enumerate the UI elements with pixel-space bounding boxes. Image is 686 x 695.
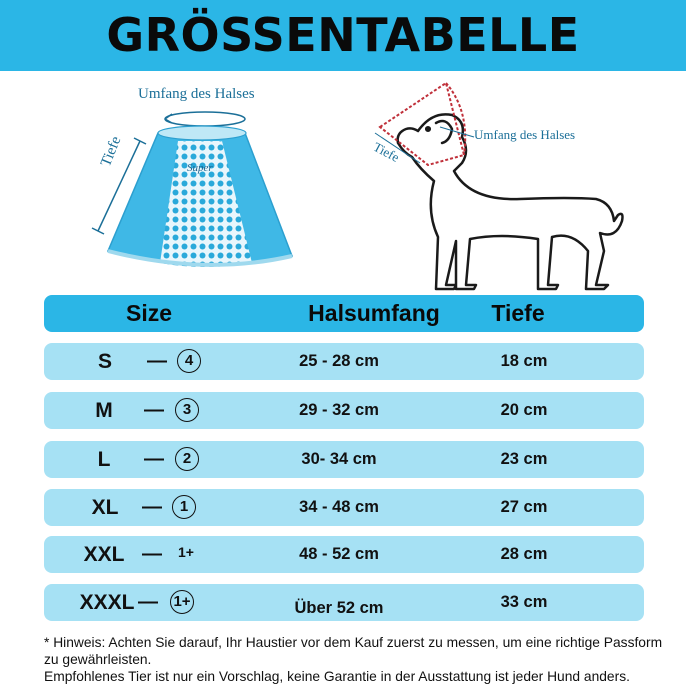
quantity-badge: 2	[175, 447, 199, 471]
table-row	[44, 441, 644, 478]
cone-brand-text: Super	[187, 162, 213, 174]
size-cell: XXL	[83, 543, 125, 566]
depth-label-left: Tiefe	[98, 134, 125, 169]
quantity-badge: 1	[172, 495, 196, 519]
dash: —	[142, 496, 162, 518]
dash: —	[144, 399, 164, 421]
dash: —	[142, 543, 162, 565]
neck-cell: Über 52 cm	[294, 599, 384, 617]
size-cell: XL	[91, 496, 119, 519]
size-cell: L	[97, 448, 111, 471]
quantity-badge: 1+	[178, 544, 194, 560]
footnote-line-2: Empfohlenes Tier ist nur ein Vorschlag, keine Garantie in der Ausstattung ist jeder Hund anders.	[44, 669, 630, 684]
quantity-badge: 4	[177, 349, 201, 373]
size-cell: M	[95, 399, 113, 422]
depth-label-right: Tiefe	[370, 139, 402, 165]
neck-cell: 34 - 48 cm	[299, 498, 379, 516]
neck-circumference-label-left: Umfang des Halses	[138, 86, 255, 102]
footnote	[44, 634, 664, 685]
depth-cell: 27 cm	[500, 498, 548, 516]
header-size: Size	[125, 300, 173, 326]
dash: —	[144, 448, 164, 470]
title-banner	[0, 0, 686, 71]
illustration-area	[0, 71, 686, 291]
footnote-line-1: * Hinweis: Achten Sie darauf, Ihr Haustier vor dem Kauf zuerst zu messen, um eine richtige Passform zu gewährleisten.	[44, 635, 663, 667]
depth-cell: 28 cm	[500, 545, 548, 563]
table-row	[44, 584, 644, 621]
table-row	[44, 536, 644, 573]
neck-cell: 29 - 32 cm	[299, 401, 379, 419]
header-depth: Tiefe	[491, 300, 545, 326]
table-row	[44, 489, 644, 526]
neck-cell: 48 - 52 cm	[299, 545, 379, 563]
neck-cell: 25 - 28 cm	[299, 352, 379, 370]
cone-collar-illustration	[0, 71, 686, 291]
page-title: GRÖSSENTABELLE	[106, 8, 580, 62]
neck-cell: 30- 34 cm	[301, 450, 377, 468]
depth-cell: 23 cm	[500, 450, 548, 468]
depth-cell: 33 cm	[500, 593, 548, 611]
size-cell: S	[97, 350, 112, 373]
neck-circumference-label-right: Umfang des Halses	[474, 127, 576, 142]
depth-cell: 18 cm	[500, 352, 548, 370]
depth-cell: 20 cm	[500, 401, 548, 419]
table-row	[44, 392, 644, 429]
dash: —	[138, 591, 158, 613]
dash: —	[147, 350, 167, 372]
table-header-row	[44, 295, 644, 332]
size-cell: XXXL	[79, 591, 135, 614]
table-row	[44, 343, 644, 380]
header-neck-circumference: Halsumfang	[308, 300, 440, 326]
quantity-badge: 3	[175, 398, 199, 422]
quantity-badge: 1+	[170, 590, 194, 614]
